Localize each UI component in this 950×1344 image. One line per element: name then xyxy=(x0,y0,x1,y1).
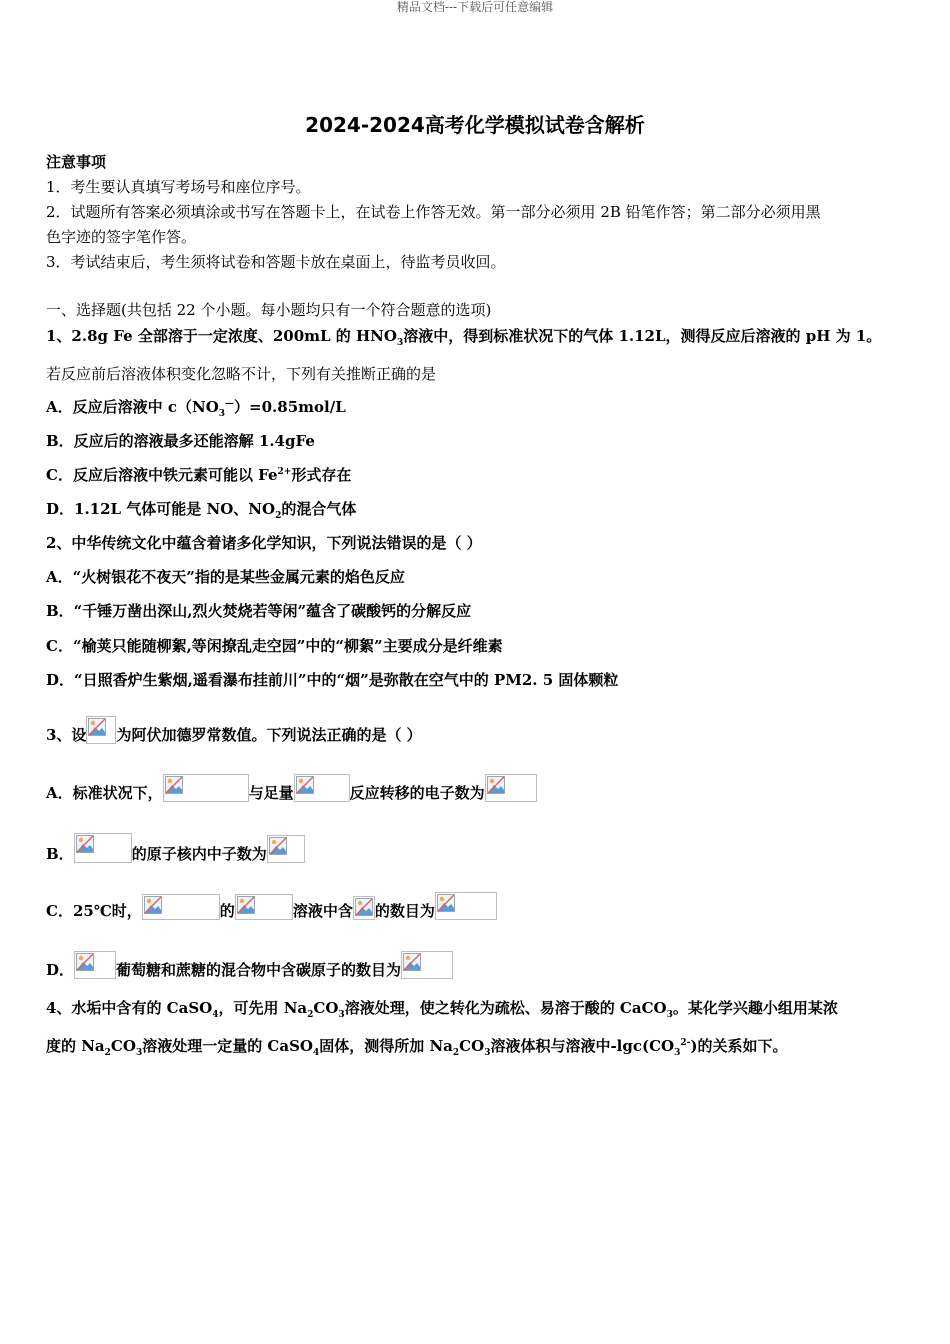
q1-option-c: C．反应后溶液中铁元素可能以 $Fe^{2+}$形式存在 xyxy=(46,466,352,484)
broken-image-icon xyxy=(267,835,305,863)
q3-option-d: D． 葡萄糖和蔗糖的混合物中含碳原子的数目为 xyxy=(46,951,906,980)
broken-image-icon xyxy=(163,774,249,802)
q1-option-d: D．1.12L 气体可能是 NO、$NO_2$的混合气体 xyxy=(46,500,357,521)
q2-option-c: C．“榆荚只能随柳絮,等闲撩乱走空园”中的“柳絮”主要成分是纤维素 xyxy=(46,637,503,655)
q3-option-a: A．标准状况下， 与足量 反应转移的电子数为 xyxy=(46,774,906,803)
q2-option-d: D．“日照香炉生紫烟,遥看瀑布挂前川”中的“烟”是弥散在空气中的 PM2. 5 固体颗粒 xyxy=(46,671,619,689)
notice-item-2: 2．试题所有答案必须填涂或书写在答题卡上，在试卷上作答无效。第一部分必须用 2B 铅笔作答；第二部分必须用黑 xyxy=(46,203,821,221)
page-header: 精品文档---下载后可任意编辑 xyxy=(396,0,554,14)
notice-item-3: 3．考试结束后，考生须将试卷和答题卡放在桌面上，待监考员收回。 xyxy=(46,253,506,271)
notice-heading: 注意事项 xyxy=(46,153,107,171)
broken-image-icon xyxy=(294,774,350,802)
q3-option-b: B． 的原子核内中子数为 xyxy=(46,833,906,864)
q1-option-a: A．反应后溶液中 $c(NO_3^—)=0.85mol/L$ xyxy=(46,398,346,419)
q1-option-b: B．反应后的溶液最多还能溶解 1.4gFe xyxy=(46,432,315,450)
broken-image-icon xyxy=(74,833,132,863)
broken-image-icon xyxy=(86,716,116,744)
q1-stem: 1、2.8g Fe 全部溶于一定浓度、200mL 的 $HNO_3$溶液中，得到标准状况下的气体 1.12L，测得反应后溶液的 pH 为 1。 xyxy=(46,327,882,348)
section-heading: 一、选择题(共包括 22 个小题。每小题均只有一个符合题意的选项) xyxy=(46,301,492,319)
q2-option-b: B．“千锤万凿出深山,烈火焚烧若等闲”蕴含了碳酸钙的分解反应 xyxy=(46,602,472,620)
q3-option-c: C．25℃时， 的 溶液中含 的数目为 xyxy=(46,892,906,921)
q4-stem-cont: 度的 $Na_2CO_3$溶液处理一定量的 CaSO$_4$固体，测得所加 $Na_2CO_3$溶液体积与溶液中$-\lg c(CO_3^{2-})$的关系如下。 xyxy=(46,1037,788,1058)
broken-image-icon xyxy=(435,892,497,920)
broken-image-icon xyxy=(142,894,220,920)
q1-stem-cont: 若反应前后溶液体积变化忽略不计，下列有关推断正确的是 xyxy=(46,365,437,383)
q2-option-a: A．“火树银花不夜天”指的是某些金属元素的焰色反应 xyxy=(46,568,405,586)
q3-stem: 3、设 为阿伏加德罗常数值。下列说法正确的是（ ） xyxy=(46,716,906,745)
q2-stem: 2、中华传统文化中蕴含着诸多化学知识，下列说法错误的是（ ） xyxy=(46,534,482,552)
broken-image-icon xyxy=(74,951,116,979)
broken-image-icon xyxy=(235,894,293,920)
broken-image-icon xyxy=(353,896,375,920)
notice-item-2-cont: 色字迹的签字笔作答。 xyxy=(46,228,197,246)
broken-image-icon xyxy=(485,774,537,802)
notice-item-1: 1．考生要认真填写考场号和座位序号。 xyxy=(46,178,311,196)
page-title: 2024-2024高考化学模拟试卷含解析 xyxy=(305,113,645,137)
broken-image-icon xyxy=(401,951,453,979)
q4-stem: 4、水垢中含有的 CaSO$_4$，可先用 $Na_2CO_3$溶液处理，使之转化为疏松、易溶于酸的 CaCO$_3$。某化学兴趣小组用某浓 xyxy=(46,999,838,1020)
